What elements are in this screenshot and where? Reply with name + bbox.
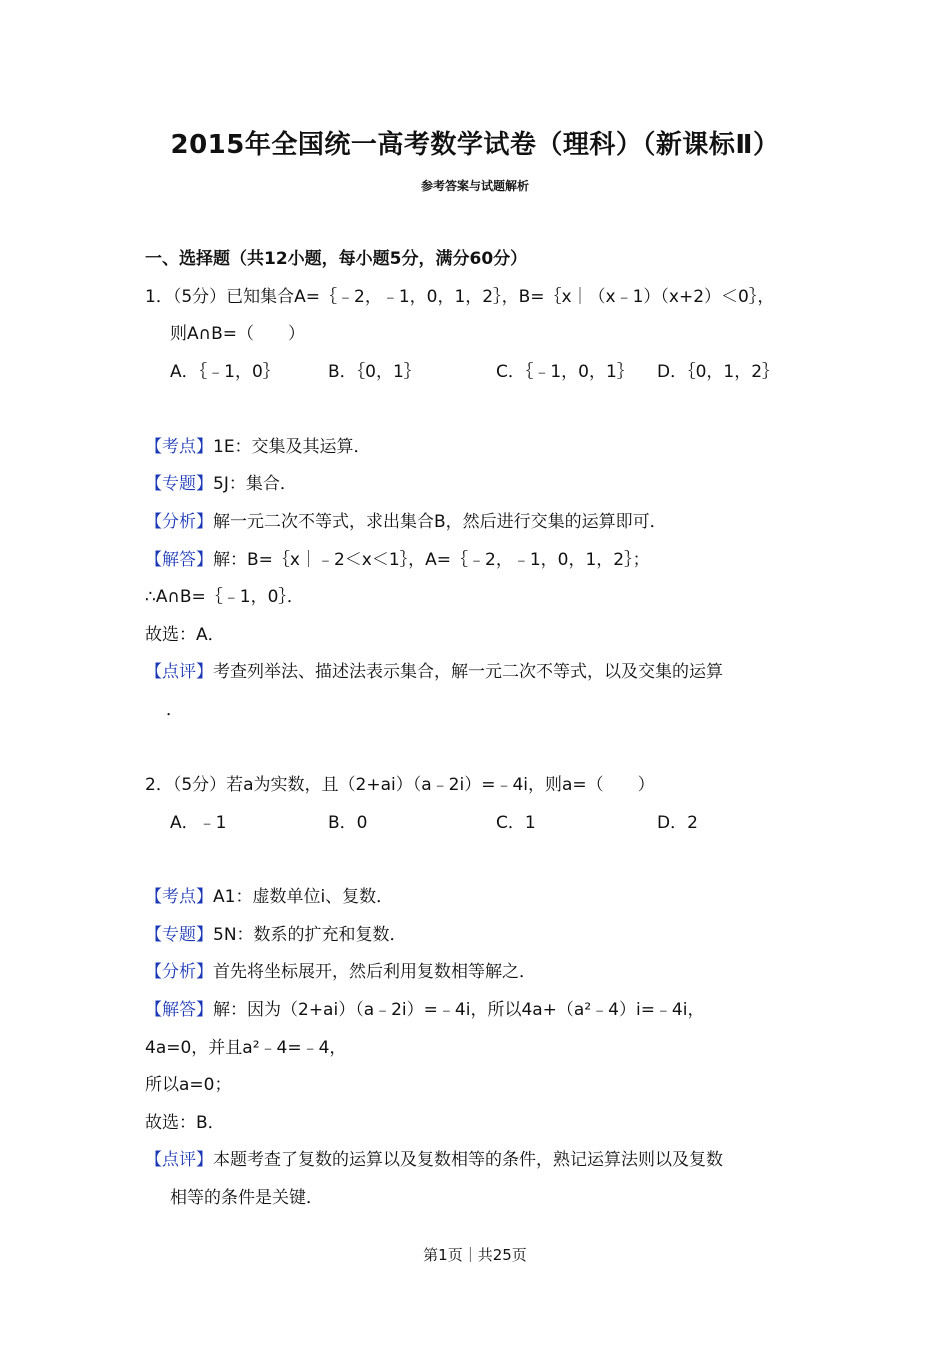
q2-option-a: A．﹣1 bbox=[170, 813, 227, 833]
q1-option-b: B．｛0，1｝ bbox=[328, 362, 421, 382]
q1-option-c: C．｛﹣1，0，1｝ bbox=[496, 362, 634, 382]
q2-fenxi-text: 首先将坐标展开，然后利用复数相等解之． bbox=[213, 962, 536, 982]
page-title: 2015年全国统一高考数学试卷（理科）（新课标Ⅱ） bbox=[170, 130, 780, 160]
section-heading: 一、选择题（共12小题，每小题5分，满分60分） bbox=[145, 249, 528, 269]
q1-kaodian-text: 1E：交集及其运算． bbox=[213, 437, 371, 457]
q1-kaodian-tag: 【考点】 bbox=[145, 437, 213, 457]
q2-kaodian bbox=[145, 885, 393, 909]
q2-zhuanti-tag: 【专题】 bbox=[145, 925, 213, 945]
q1-jieda-tag: 【解答】 bbox=[145, 550, 213, 570]
q1-dianping-tag: 【点评】 bbox=[145, 662, 213, 682]
q2-kaodian-text: A1：虚数单位i、复数． bbox=[213, 887, 394, 907]
q1-fenxi bbox=[145, 510, 667, 534]
q1-jieda-text: 解：B=｛x｜﹣2＜x＜1｝，A=｛﹣2，﹣1，0，1，2｝； bbox=[213, 550, 650, 570]
q1-zhuanti-text: 5J：集合． bbox=[213, 474, 297, 494]
q2-dianping-tag: 【点评】 bbox=[145, 1150, 213, 1170]
q1-stem-line1: 1．（5分）已知集合A=｛﹣2，﹣1，0，1，2｝，B=｛x｜（x﹣1）（x+2）＜0｝， bbox=[145, 287, 775, 307]
q2-option-c: C．1 bbox=[496, 813, 536, 833]
page-footer: 第1页｜共25页 bbox=[423, 1246, 527, 1264]
q1-fenxi-tag: 【分析】 bbox=[145, 512, 213, 532]
q2-dianping bbox=[145, 1148, 723, 1172]
q1-fenxi-text: 解一元二次不等式，求出集合B，然后进行交集的运算即可． bbox=[213, 512, 667, 532]
q2-guxuan: 故选：B． bbox=[145, 1113, 225, 1133]
q1-kaodian bbox=[145, 435, 371, 459]
q2-zhuanti bbox=[145, 923, 407, 947]
q1-option-a: A．｛﹣1，0｝ bbox=[170, 362, 280, 382]
q2-zhuanti-text: 5N：数系的扩充和复数． bbox=[213, 925, 407, 945]
q2-jieda-tag: 【解答】 bbox=[145, 1000, 213, 1020]
q1-jieda-line2: ∴A∩B=｛﹣1，0｝． bbox=[145, 587, 304, 607]
q2-option-b: B．0 bbox=[328, 813, 368, 833]
q1-dianping-text: 考查列举法、描述法表示集合，解一元二次不等式，以及交集的运算 bbox=[213, 662, 723, 682]
q1-dianping bbox=[145, 660, 723, 684]
q2-stem: 2．（5分）若a为实数，且（2+ai）（a﹣2i）=﹣4i，则a=（ ） bbox=[145, 775, 655, 795]
q2-option-d: D．2 bbox=[657, 813, 698, 833]
q2-jieda-text: 解：因为（2+ai）（a﹣2i）=﹣4i，所以4a+（a²﹣4）i=﹣4i， bbox=[213, 1000, 705, 1020]
q1-dianping-line2: ． bbox=[166, 700, 183, 720]
q1-stem-line2: 则A∩B=（ ） bbox=[170, 324, 305, 344]
q1-option-d: D．｛0，1，2｝ bbox=[657, 362, 780, 382]
q1-zhuanti-tag: 【专题】 bbox=[145, 474, 213, 494]
q2-fenxi-tag: 【分析】 bbox=[145, 962, 213, 982]
q2-jieda-line3: 所以a=0； bbox=[145, 1075, 232, 1095]
page-subtitle: 参考答案与试题解析 bbox=[420, 179, 529, 193]
q1-guxuan: 故选：A． bbox=[145, 625, 225, 645]
q2-jieda-line2: 4a=0，并且a²﹣4=﹣4， bbox=[145, 1038, 347, 1058]
q2-kaodian-tag: 【考点】 bbox=[145, 887, 213, 907]
q2-fenxi bbox=[145, 960, 536, 984]
q2-dianping-text: 本题考查了复数的运算以及复数相等的条件，熟记运算法则以及复数 bbox=[213, 1150, 723, 1170]
q2-jieda bbox=[145, 998, 704, 1022]
q1-jieda bbox=[145, 548, 650, 572]
q1-zhuanti bbox=[145, 472, 297, 496]
q2-dianping-line2: 相等的条件是关键． bbox=[170, 1188, 323, 1208]
